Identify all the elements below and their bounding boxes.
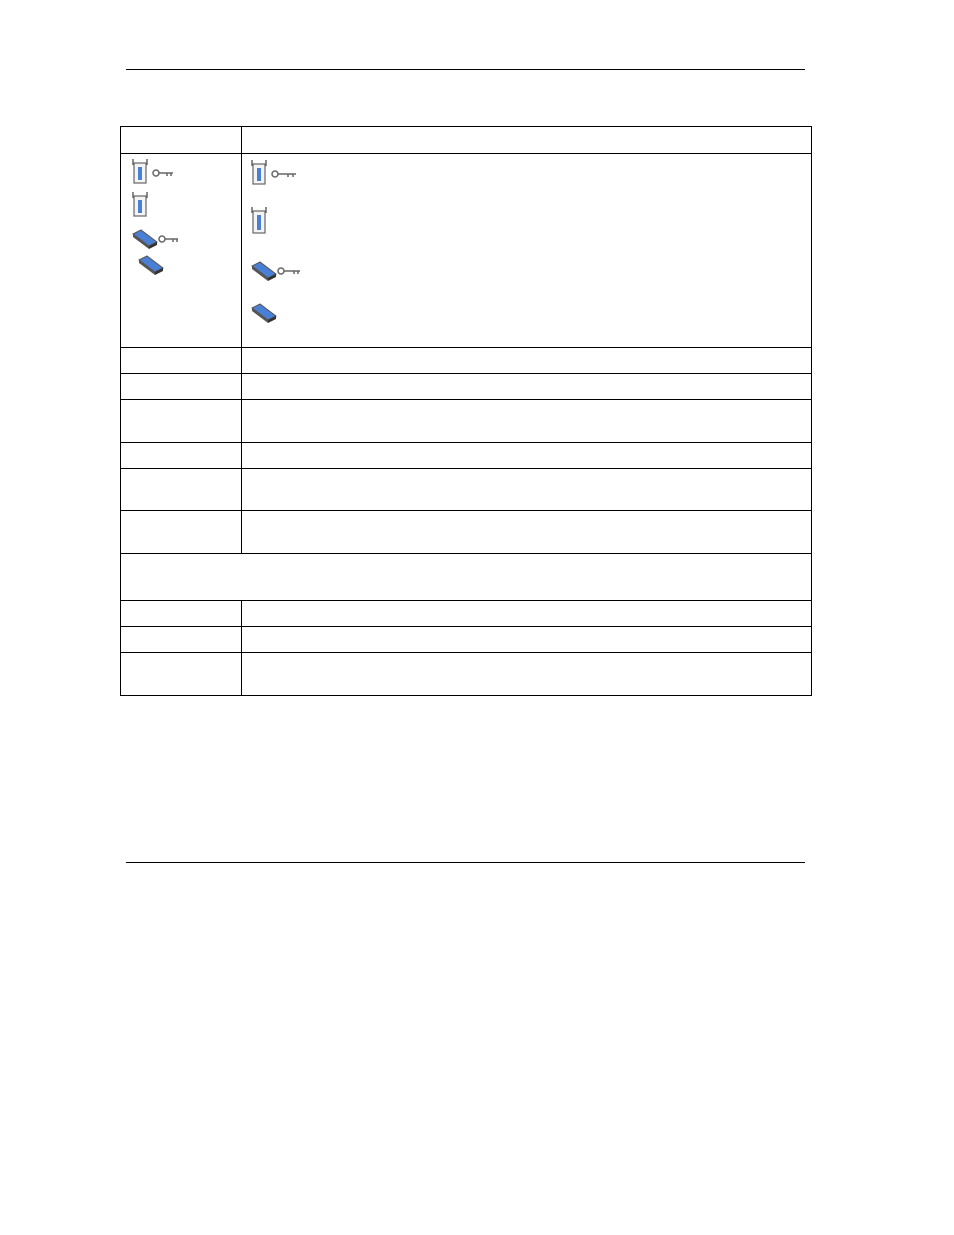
row-label xyxy=(121,400,242,443)
row-description xyxy=(242,601,812,627)
row-description xyxy=(242,443,812,469)
icon-list-cell xyxy=(121,154,242,348)
access-point-locked-icon xyxy=(250,158,300,186)
row-label xyxy=(121,348,242,374)
header-cell-1 xyxy=(121,127,242,154)
row-description xyxy=(242,627,812,653)
table-row xyxy=(121,469,812,511)
table-header-row xyxy=(121,127,812,154)
row-description xyxy=(242,653,812,696)
adapter-card-locked-icon xyxy=(131,228,179,250)
table-row xyxy=(121,400,812,443)
row-label xyxy=(121,469,242,511)
row-description xyxy=(242,511,812,554)
header-cell-2 xyxy=(242,127,812,154)
table-row xyxy=(121,348,812,374)
row-label xyxy=(121,511,242,554)
table-row xyxy=(121,627,812,653)
row-description xyxy=(242,400,812,443)
adapter-card-locked-icon xyxy=(250,260,302,282)
row-description xyxy=(242,348,812,374)
footer-rule xyxy=(126,862,805,863)
row-label xyxy=(121,601,242,627)
access-point-icon xyxy=(250,205,270,235)
section-span-row xyxy=(121,554,812,601)
table-row xyxy=(121,511,812,554)
row-label xyxy=(121,653,242,696)
row-label xyxy=(121,627,242,653)
adapter-card-icon xyxy=(137,254,165,276)
icon-description-cell xyxy=(242,154,812,348)
header-rule xyxy=(126,69,805,70)
table-row xyxy=(121,443,812,469)
access-point-locked-icon xyxy=(131,157,175,185)
icon-row xyxy=(121,154,812,348)
row-description xyxy=(242,469,812,511)
table-row xyxy=(121,601,812,627)
access-point-icon xyxy=(131,190,151,218)
row-label xyxy=(121,443,242,469)
table-row xyxy=(121,653,812,696)
adapter-card-icon xyxy=(250,302,278,324)
row-description xyxy=(242,374,812,400)
legend-table xyxy=(120,126,812,696)
section-span-cell xyxy=(121,554,812,601)
row-label xyxy=(121,374,242,400)
table-row xyxy=(121,374,812,400)
